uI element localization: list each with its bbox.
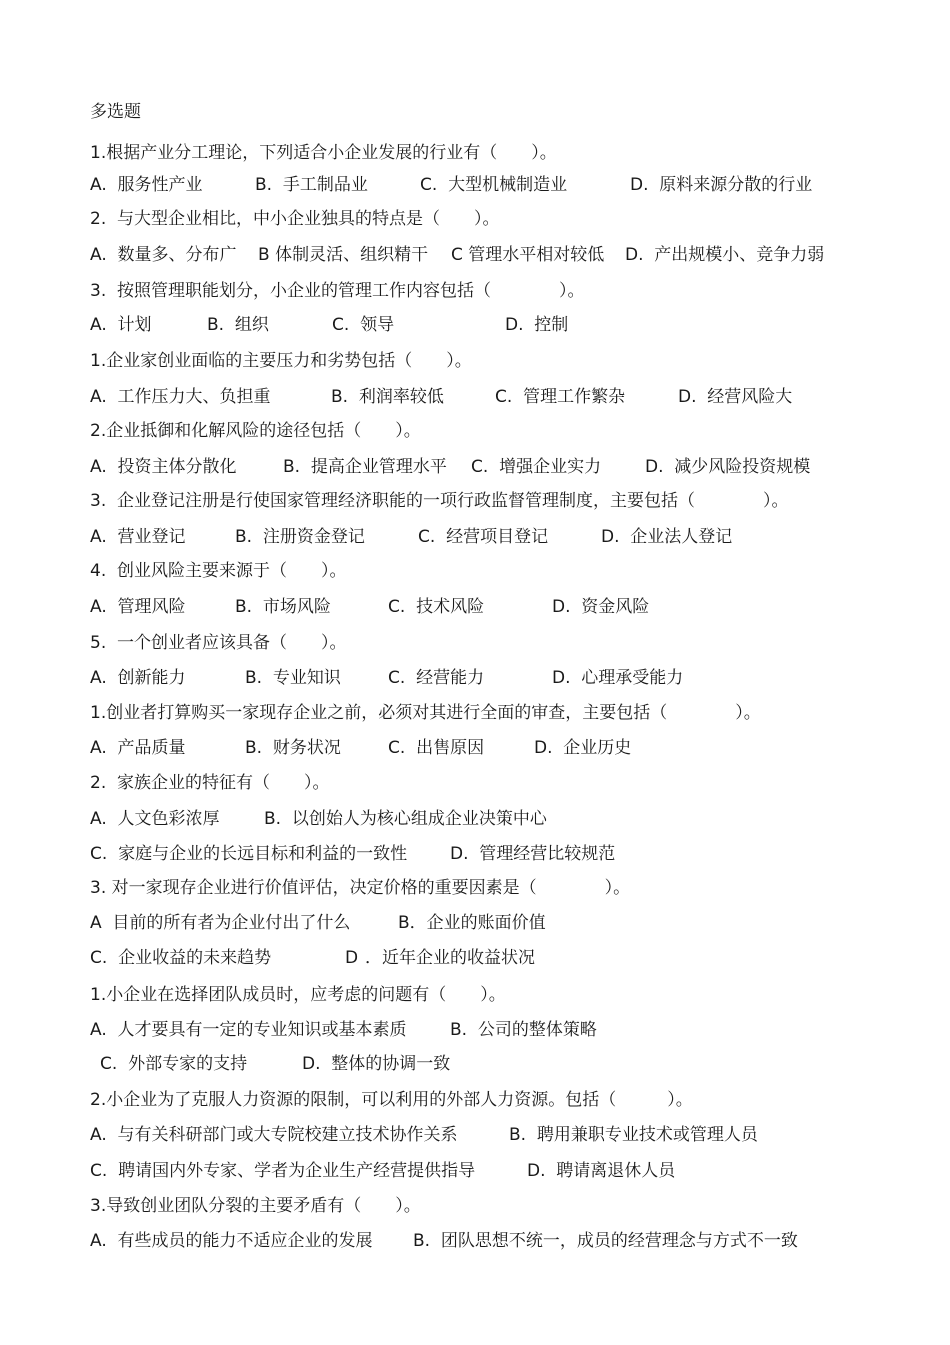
question-text: 2. 家族企业的特征有（ ）。 <box>90 773 330 793</box>
option-text: B. 财务状况 <box>245 738 341 758</box>
option-text: C. 技术风险 <box>388 597 485 617</box>
option-text: C. 家庭与企业的长远目标和利益的一致性 <box>90 844 408 864</box>
option-text: A. 与有关科研部门或大专院校建立技术协作关系 <box>90 1125 458 1145</box>
question-text: 3. 对一家现存企业进行价值评估，决定价格的重要因素是（ ）。 <box>90 878 631 898</box>
option-text: B. 专业知识 <box>245 668 341 688</box>
option-text: D. 整体的协调一致 <box>302 1054 451 1074</box>
option-text: A. 人文色彩浓厚 <box>90 809 220 829</box>
option-text: C. 经营项目登记 <box>418 527 549 547</box>
option-text: A. 计划 <box>90 315 152 335</box>
question-text: 2. 与大型企业相比，中小企业独具的特点是（ ）。 <box>90 209 500 229</box>
option-text: B. 提高企业管理水平 <box>283 457 447 477</box>
option-text: B. 注册资金登记 <box>235 527 365 547</box>
option-text: D. 企业历史 <box>534 738 632 758</box>
option-text: C. 聘请国内外专家、学者为企业生产经营提供指导 <box>90 1161 476 1181</box>
option-text: A. 服务性产业 <box>90 175 203 195</box>
question-text: 2.小企业为了克服人力资源的限制，可以利用的外部人力资源。包括（ ）。 <box>90 1090 693 1110</box>
option-text: A. 营业登记 <box>90 527 186 547</box>
option-text: A 目前的所有者为企业付出了什么 <box>90 913 351 933</box>
option-text: B. 利润率较低 <box>331 387 444 407</box>
option-text: D. 经营风险大 <box>678 387 793 407</box>
question-text: 4. 创业风险主要来源于（ ）。 <box>90 561 347 581</box>
option-text: A. 人才要具有一定的专业知识或基本素质 <box>90 1020 407 1040</box>
option-text: A. 投资主体分散化 <box>90 457 237 477</box>
question-text: 3. 按照管理职能划分，小企业的管理工作内容包括（ ）。 <box>90 281 585 301</box>
option-text: D. 资金风险 <box>552 597 650 617</box>
option-text: B 体制灵活、组织精干 <box>258 245 429 265</box>
option-text: D. 产出规模小、竞争力弱 <box>625 245 825 265</box>
option-text: D. 心理承受能力 <box>552 668 684 688</box>
option-text: A. 数量多、分布广 <box>90 245 237 265</box>
option-text: B. 组织 <box>207 315 269 335</box>
option-text: D. 减少风险投资规模 <box>645 457 811 477</box>
question-text: 3.导致创业团队分裂的主要矛盾有（ ）。 <box>90 1196 421 1216</box>
option-text: A. 有些成员的能力不适应企业的发展 <box>90 1231 373 1251</box>
question-text: 5. 一个创业者应该具备（ ）。 <box>90 633 347 653</box>
option-text: A. 产品质量 <box>90 738 186 758</box>
option-text: A. 工作压力大、负担重 <box>90 387 271 407</box>
option-text: C. 领导 <box>332 315 395 335</box>
option-text: C. 增强企业实力 <box>471 457 602 477</box>
option-text: C. 出售原因 <box>388 738 485 758</box>
option-text: D. 管理经营比较规范 <box>450 844 616 864</box>
option-text: D. 原料来源分散的行业 <box>630 175 813 195</box>
question-text: 3. 企业登记注册是行使国家管理经济职能的一项行政监督管理制度，主要包括（ ）。 <box>90 491 789 511</box>
option-text: C. 大型机械制造业 <box>420 175 568 195</box>
option-text: B. 市场风险 <box>235 597 331 617</box>
question-text: 2.企业抵御和化解风险的途径包括（ ）。 <box>90 421 421 441</box>
option-text: A. 创新能力 <box>90 668 186 688</box>
option-text: D. 企业法人登记 <box>601 527 733 547</box>
option-text: A. 管理风险 <box>90 597 186 617</box>
option-text: C 管理水平相对较低 <box>451 245 605 265</box>
question-text: 1.小企业在选择团队成员时，应考虑的问题有（ ）。 <box>90 985 506 1005</box>
option-text: B. 以创始人为核心组成企业决策中心 <box>264 809 547 829</box>
option-text: B. 手工制品业 <box>255 175 368 195</box>
question-text: 1.企业家创业面临的主要压力和劣势包括（ ）。 <box>90 351 472 371</box>
option-text: C. 企业收益的未来趋势 <box>90 948 272 968</box>
question-text: 1.创业者打算购买一家现存企业之前，必须对其进行全面的审查，主要包括（ ）。 <box>90 703 761 723</box>
option-text: C. 经营能力 <box>388 668 485 688</box>
option-text: C. 外部专家的支持 <box>100 1054 248 1074</box>
option-text: B．企业的账面价值 <box>398 913 546 933</box>
option-text: B. 聘用兼职专业技术或管理人员 <box>509 1125 758 1145</box>
option-text: C. 管理工作繁杂 <box>495 387 626 407</box>
option-text: D. 聘请离退休人员 <box>527 1161 676 1181</box>
option-text: ．近年企业的收益状况 <box>365 948 535 968</box>
option-text: B. 公司的整体策略 <box>450 1020 597 1040</box>
page-title: 多选题 <box>90 102 141 122</box>
option-text: B. 团队思想不统一，成员的经营理念与方式不一致 <box>413 1231 798 1251</box>
option-text: D <box>345 948 359 968</box>
question-text: 1.根据产业分工理论，下列适合小企业发展的行业有（ ）。 <box>90 143 557 163</box>
option-text: D. 控制 <box>505 315 569 335</box>
